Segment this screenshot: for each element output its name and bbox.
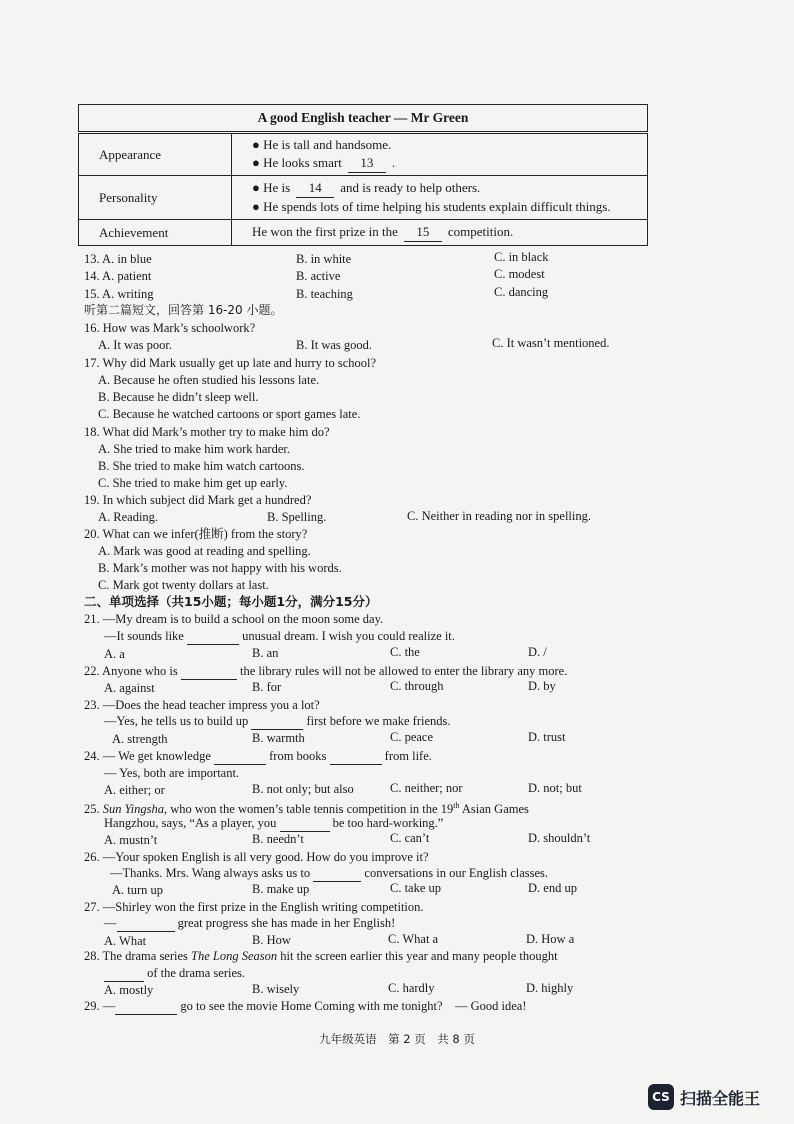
q26-blank: [313, 865, 361, 882]
q24-b: B. not only; but also: [252, 782, 354, 796]
q19-question: 19. In which subject did Mark get a hundred?: [84, 493, 312, 507]
q21-l2a: —It sounds like: [104, 629, 184, 643]
q29-line: [84, 998, 527, 1015]
q25-blank: [280, 815, 330, 832]
q25-a: A. mustn’t: [104, 833, 158, 847]
q23-c: C. peace: [390, 730, 434, 744]
q18-c: C. She tried to make him get up early.: [98, 476, 288, 490]
q25-name: Sun Yingsha: [102, 802, 164, 817]
q23-blank: [251, 713, 303, 730]
q27-c: C. What a: [388, 932, 439, 946]
q29-blank: [115, 998, 177, 1015]
q21-blank: [187, 628, 239, 645]
q25-line1: 25. Sun Yingsha, who won the women’s table tennis competition in the 19th Asian Games: [84, 801, 529, 817]
q21-line1: 21. —My dream is to build a school on the moon some day.: [84, 612, 384, 626]
q17-a: A. Because he often studied his lessons late.: [98, 373, 320, 387]
q23-d: D. trust: [528, 730, 566, 744]
q24-a: A. either; or: [104, 783, 165, 797]
q20-c: C. Mark got twenty dollars at last.: [98, 578, 269, 592]
q25-l2a: Hangzhou, says, “As a player, you: [104, 816, 277, 830]
q15-b: B. teaching: [296, 287, 353, 301]
q24-line2: — Yes, both are important.: [104, 766, 240, 780]
q24-l1c: from life.: [384, 749, 432, 763]
q26-l2a: —Thanks. Mrs. Wang always asks us to: [110, 866, 311, 880]
q28-l2: of the drama series.: [147, 966, 246, 980]
achievement-post: competition.: [447, 224, 514, 239]
q25-d: D. shouldn’t: [528, 831, 591, 845]
q21-c: C. the: [390, 645, 420, 659]
watermark-text: 扫描全能王: [680, 1088, 761, 1108]
q14-a: 14. A. patient: [84, 269, 152, 283]
q26-l2b: conversations in our English classes.: [364, 866, 549, 880]
passage2-instruction: 听第二篇短文，回答第 16-20 小题。: [84, 303, 283, 317]
blank-15: 15: [404, 223, 442, 242]
q20-question: 20. What can we infer(推断) from the story?: [84, 527, 308, 541]
appearance-line-1: He is tall and handsome.: [263, 137, 392, 152]
q27-a: A. What: [104, 934, 147, 948]
q19-c: C. Neither in reading nor in spelling.: [407, 509, 591, 523]
q22-c: C. through: [390, 679, 444, 693]
label-appearance: Appearance: [79, 133, 232, 176]
q23-line1: 23. —Does the head teacher impress you a lot?: [84, 698, 320, 712]
q28-line1: [84, 948, 558, 964]
q25-l1b: Asian Games: [459, 802, 529, 817]
q17-c: C. Because he watched cartoons or sport games late.: [98, 407, 361, 421]
q28-b: B. wisely: [252, 982, 300, 996]
q28-line2: [104, 965, 245, 982]
q25-c: C. can’t: [390, 831, 430, 845]
q17-question: 17. Why did Mark usually get up late and hurry to school?: [84, 356, 377, 370]
q22-a: A. against: [104, 681, 155, 695]
q16-question: 16. How was Mark’s schoolwork?: [84, 321, 256, 335]
q19-b: B. Spelling.: [267, 510, 327, 524]
q22-question: [84, 663, 567, 680]
q24-line1: [84, 748, 432, 765]
q28-title: The Long Season: [191, 949, 278, 963]
q23-b: B. warmth: [252, 731, 305, 745]
q29-post: go to see the movie Home Coming with me tonight? — Good idea!: [180, 999, 527, 1013]
q18-question: 18. What did Mark’s mother try to make him do?: [84, 425, 330, 439]
q13-c: C. in black: [494, 250, 549, 264]
q14-c: C. modest: [494, 267, 545, 281]
camscanner-logo-icon: CS: [648, 1084, 674, 1110]
q24-l1a: 24. — We get knowledge: [84, 749, 211, 763]
q28-c: C. hardly: [388, 981, 435, 995]
teacher-info-table: [78, 104, 648, 246]
q28-pre: 28. The drama series: [84, 949, 192, 963]
q21-line2: [104, 628, 455, 645]
content-achievement: [232, 220, 648, 246]
q21-b: B. an: [252, 646, 279, 660]
q26-c: C. take up: [390, 881, 442, 895]
content-appearance: ● He is tall and handsome. ● He looks smart 13 .: [232, 133, 648, 176]
q26-a: A. turn up: [112, 883, 164, 897]
content-personality: ● He is 14 and is ready to help others. ● He spends lots of time helping his students explain difficult things.: [232, 176, 648, 220]
personality-pre: He is: [263, 180, 291, 195]
q22-post: the library rules will not be allowed to enter the library any more.: [240, 664, 568, 678]
q28-post: hit the screen earlier this year and many people thought: [277, 949, 558, 963]
q14-b: B. active: [296, 269, 341, 283]
q17-b: B. Because he didn’t sleep well.: [98, 390, 259, 404]
q22-b: B. for: [252, 680, 282, 694]
q25-b: B. needn’t: [252, 832, 304, 846]
q20-a: A. Mark was good at reading and spelling.: [98, 544, 311, 558]
q16-b: B. It was good.: [296, 338, 373, 352]
q22-blank: [181, 663, 237, 680]
q22-d: D. by: [528, 679, 556, 693]
q13-b: B. in white: [296, 252, 352, 266]
q16-a: A. It was poor.: [98, 338, 172, 352]
q24-blank-2: [330, 748, 382, 765]
blank-14: 14: [296, 179, 334, 198]
q26-line1: 26. —Your spoken English is all very good. How do you improve it?: [84, 850, 429, 864]
q27-line2: [104, 915, 395, 932]
q18-b: B. She tried to make him watch cartoons.: [98, 459, 305, 473]
q27-l2a: —: [104, 916, 117, 930]
q27-line1: 27. —Shirley won the first prize in the English writing competition.: [84, 900, 424, 914]
q25-l1: , who won the women’s table tennis competition in the 19: [164, 802, 454, 817]
q25-sup: th: [453, 801, 460, 810]
q22-pre: 22. Anyone who is: [84, 664, 178, 678]
q23-l2b: first before we make friends.: [306, 714, 451, 728]
q23-line2: [104, 713, 451, 730]
section-2-heading: 二、单项选择（共15小题；每小题1分，满分15分）: [84, 594, 378, 609]
q24-c: C. neither; nor: [390, 781, 463, 795]
q20-b: B. Mark’s mother was not happy with his words.: [98, 561, 342, 575]
q27-blank: [117, 915, 175, 932]
q27-d: D. How a: [526, 932, 575, 946]
appearance-line-2: He looks smart: [263, 155, 342, 170]
label-achievement: Achievement: [79, 220, 232, 246]
q23-l2a: —Yes, he tells us to build up: [104, 714, 249, 728]
q15-a: 15. A. writing: [84, 287, 154, 301]
q28-d: D. highly: [526, 981, 574, 995]
q26-line2: [110, 865, 548, 882]
q24-blank-1: [214, 748, 266, 765]
q28-a: A. mostly: [104, 983, 154, 997]
q21-l2b: unusual dream. I wish you could realize it.: [242, 629, 455, 643]
q16-c: C. It wasn’t mentioned.: [492, 336, 610, 350]
q23-a: A. strength: [112, 732, 168, 746]
achievement-pre: He won the first prize in the: [252, 224, 398, 239]
q15-c: C. dancing: [494, 285, 549, 299]
q24-l1b: from books: [269, 749, 327, 763]
q27-l2b: great progress she has made in her English!: [177, 916, 396, 930]
q21-d: D. /: [528, 645, 547, 659]
q26-d: D. end up: [528, 881, 577, 895]
table-title: A good English teacher — Mr Green: [79, 105, 648, 133]
q19-a: A. Reading.: [98, 510, 159, 524]
q13-a: 13. A. in blue: [84, 252, 152, 266]
page-footer: 九年级英语 第 2 页 共 8 页: [319, 1032, 475, 1046]
personality-line-2: He spends lots of time helping his students explain difficult things.: [263, 199, 611, 214]
q26-b: B. make up: [252, 882, 310, 896]
q27-b: B. How: [252, 933, 291, 947]
q29-pre: 29. —: [84, 999, 116, 1013]
q28-blank: [104, 965, 144, 982]
scanner-watermark: [648, 1082, 776, 1112]
q24-d: D. not; but: [528, 781, 582, 795]
q21-a: A. a: [104, 647, 125, 661]
q25-l2b: be too hard-working.”: [332, 816, 444, 830]
personality-post: and is ready to help others.: [340, 180, 481, 195]
label-personality: Personality: [79, 176, 232, 220]
blank-13: 13: [348, 154, 386, 173]
q18-a: A. She tried to make him work harder.: [98, 442, 290, 456]
